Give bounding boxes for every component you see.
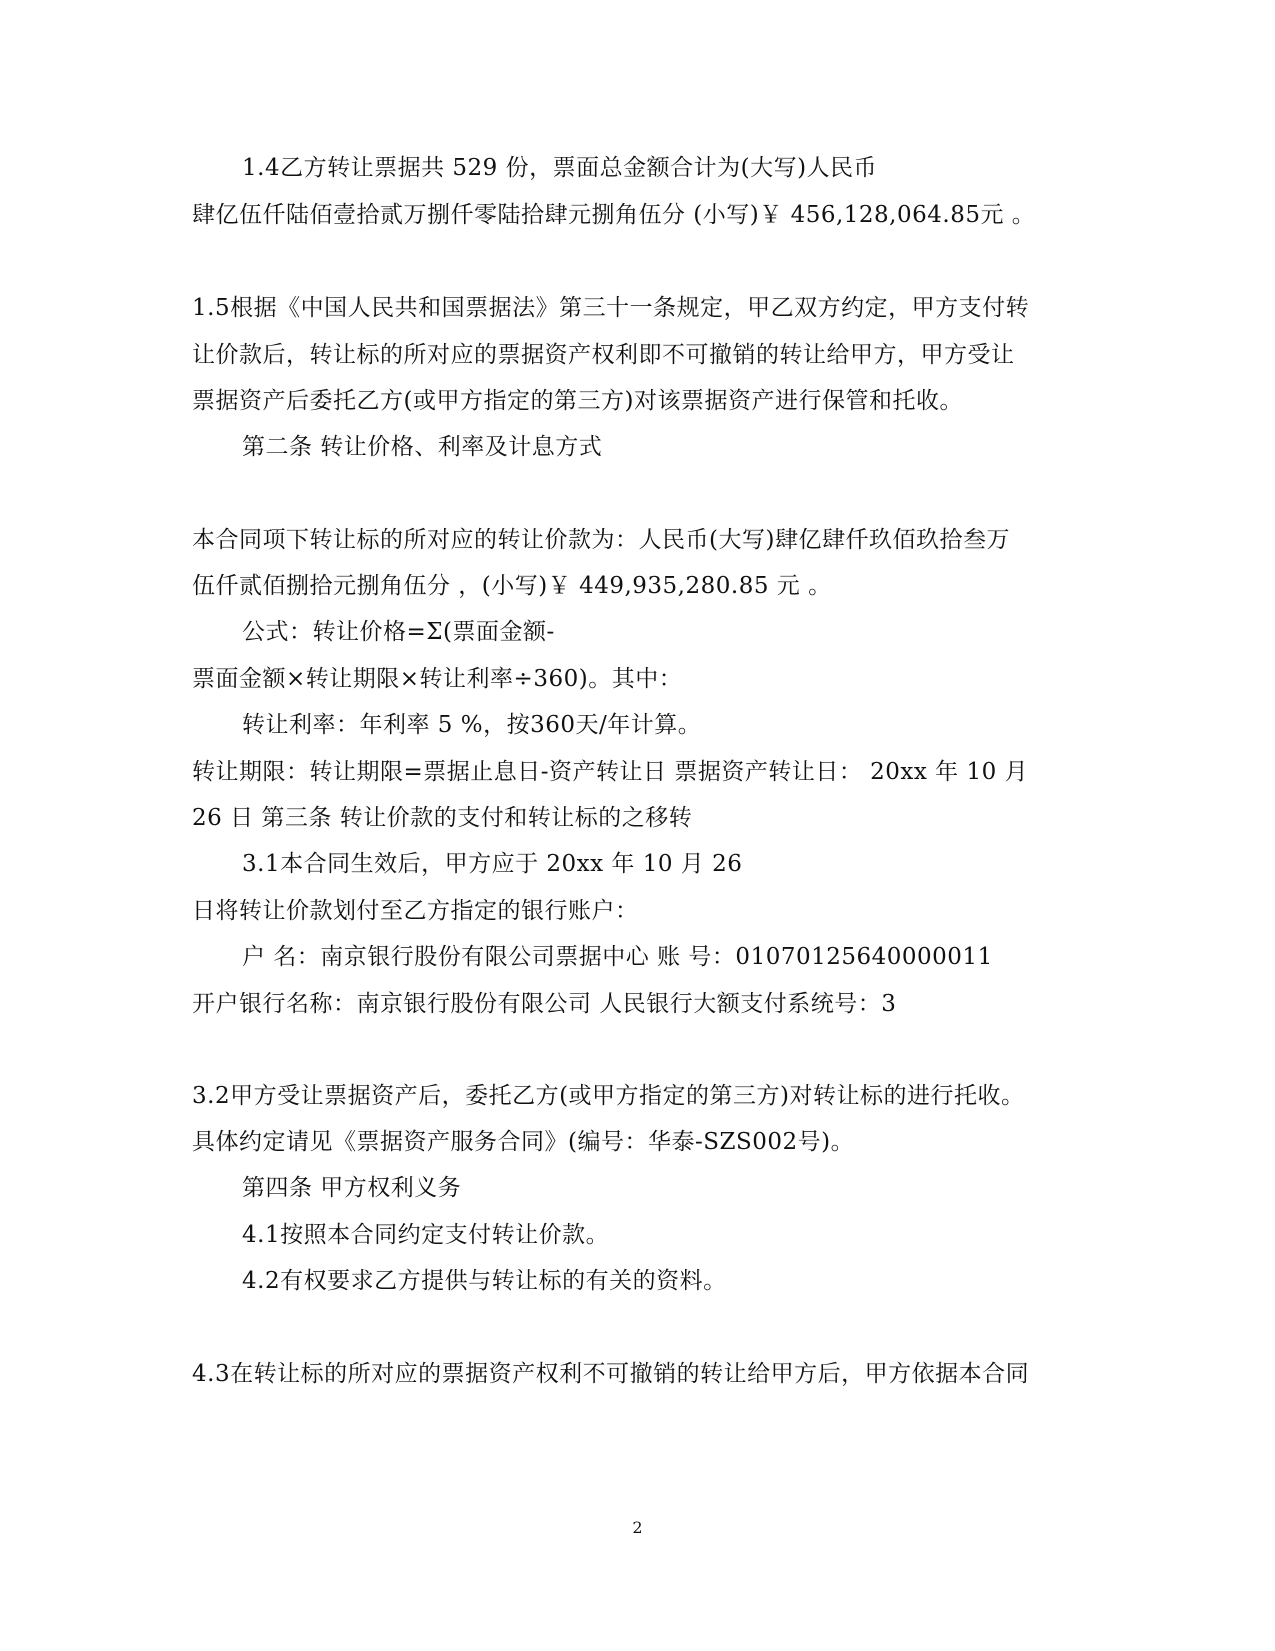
article-3-heading-line: 26 日 第三条 转让价款的支付和转让标的之移转 [192, 805, 693, 831]
paragraph-3-2-line-1: 3.2甲方受让票据资产后，委托乙方(或甲方指定的第三方)对转让标的进行托收。 [192, 1083, 1025, 1109]
paragraph-1-4-line-2: 肆亿伍仟陆佰壹拾贰万捌仟零陆拾肆元捌角伍分 (小写)￥ 456,128,064.85元 。 [192, 202, 1036, 228]
paragraph-1-5-line-2: 让价款后，转让标的所对应的票据资产权利即不可撤销的转让给甲方，甲方受让 [192, 342, 1015, 368]
bank-name-line: 开户银行名称：南京银行股份有限公司 人民银行大额支付系统号：3 [192, 991, 897, 1017]
transfer-term-line: 转让期限：转让期限=票据止息日-资产转让日 票据资产转让日： 20xx 年 10 月 [192, 759, 1029, 785]
article-4-heading: 第四条 甲方权利义务 [242, 1175, 462, 1201]
paragraph-3-1-line-2: 日将转让价款划付至乙方指定的银行账户： [192, 898, 639, 924]
paragraph-3-1-line-1: 3.1本合同生效后，甲方应于 20xx 年 10 月 26 [242, 851, 743, 877]
article-2-heading: 第二条 转让价格、利率及计息方式 [242, 434, 603, 460]
transfer-price-line-1: 本合同项下转让标的所对应的转让价款为：人民币(大写)肆亿肆仟玖佰玖拾叁万 [192, 527, 1010, 553]
page-number: 2 [632, 1518, 643, 1537]
interest-rate-line: 转让利率：年利率 5 %，按360天/年计算。 [242, 712, 702, 738]
paragraph-4-2: 4.2有权要求乙方提供与转让标的有关的资料。 [242, 1268, 727, 1294]
paragraph-1-4-line-1: 1.4乙方转让票据共 529 份，票面总金额合计为(大写)人民币 [242, 155, 878, 181]
transfer-price-line-2: 伍仟贰佰捌拾元捌角伍分 ，(小写)￥ 449,935,280.85 元 。 [192, 573, 832, 599]
paragraph-4-1: 4.1按照本合同约定支付转让价款。 [242, 1222, 610, 1248]
paragraph-1-5-line-1: 1.5根据《中国人民共和国票据法》第三十一条规定，甲乙双方约定，甲方支付转 [192, 295, 1030, 321]
formula-line-1: 公式：转让价格=Σ(票面金额- [242, 619, 555, 645]
account-name-line: 户 名：南京银行股份有限公司票据中心 账 号：01070125640000011 [242, 944, 993, 970]
paragraph-1-5-line-3: 票据资产后委托乙方(或甲方指定的第三方)对该票据资产进行保管和托收。 [192, 388, 963, 414]
formula-line-2: 票面金额×转让期限×转让利率÷360)。其中： [192, 666, 683, 692]
paragraph-3-2-line-2: 具体约定请见《票据资产服务合同》(编号：华泰-SZS002号)。 [192, 1129, 855, 1155]
paragraph-4-3-line-1: 4.3在转让标的所对应的票据资产权利不可撤销的转让给甲方后，甲方依据本合同 [192, 1361, 1030, 1387]
